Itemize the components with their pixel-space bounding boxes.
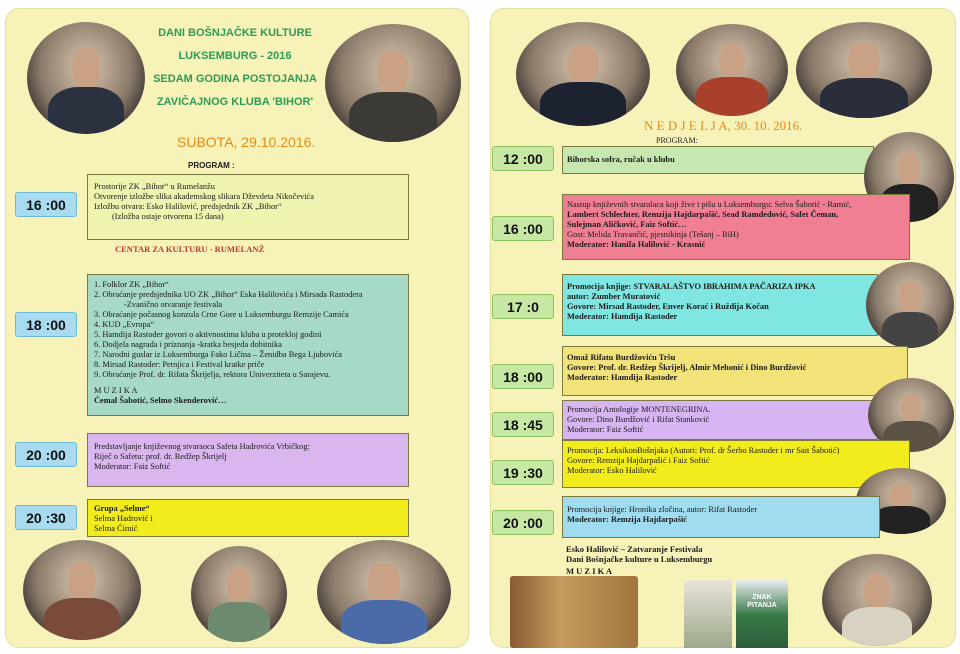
event-line: 8. Mirsad Rastoder: Petnjica i Festival kratke priče bbox=[94, 360, 265, 369]
event-line: Govore: Remzija Hajdarpašić i Faiz Softić bbox=[567, 456, 710, 465]
portrait-photo bbox=[676, 24, 788, 116]
sunday-poster bbox=[490, 8, 956, 648]
event-line: 9. Obraćanje Prof. dr. Rifata Škrijelja, rektora Univerziteta u Sarajevu. bbox=[94, 370, 331, 379]
event-line: 6. Dodjela nagrada i priznanja -kratka besjeda dobitnika bbox=[94, 340, 282, 349]
music-names: Ćemal Šabotić, Selmo Skenderović… bbox=[94, 396, 227, 405]
event-line: Selma Ćimić bbox=[94, 524, 138, 533]
saturday-poster bbox=[5, 8, 469, 648]
event-line: Prostorije ZK „Bihor“ u Rumelanžu bbox=[94, 182, 215, 191]
event-line: Moderator: Faiz Softić bbox=[567, 425, 644, 434]
portrait-photo bbox=[796, 22, 932, 118]
event-line: Nastup književnih stvaralaca koji žive i pišu u Luksemburgu: Selva Šabotić - Ramić, bbox=[567, 200, 852, 209]
portrait-photo bbox=[822, 554, 932, 646]
music-label: M U Z I K A bbox=[94, 386, 138, 395]
book-cover bbox=[736, 580, 788, 648]
event-line: Moderator: Hanifa Halilović - Krasnić bbox=[567, 240, 706, 249]
event-line: Promocija knjige: STVARALAŠTVO IBRAHIMA PAČARIZA IPKA bbox=[567, 282, 816, 291]
event-line: autor: Zumber Muratović bbox=[567, 292, 661, 301]
time-badge: 18 :00 bbox=[492, 364, 554, 389]
event-line: Bihorska sofra, ručak u klubu bbox=[567, 155, 675, 164]
time-badge: 20 :00 bbox=[15, 442, 77, 467]
time-badge: 20 :30 bbox=[15, 505, 77, 530]
time-badge: 16 :00 bbox=[492, 216, 554, 241]
event-line: 1. Folklor ZK „Bihor“ bbox=[94, 280, 169, 289]
title-line: ZAVIČAJNOG KLUBA 'BIHOR' bbox=[156, 96, 314, 108]
title-line: SEDAM GODINA POSTOJANJA bbox=[153, 73, 317, 85]
time-badge: 18 :45 bbox=[492, 412, 554, 437]
portrait-photo bbox=[23, 540, 141, 640]
event-line: Moderator: Esko Halilović bbox=[567, 466, 657, 475]
event-line: (Izložba ostaje otvorena 15 dana) bbox=[112, 212, 224, 221]
portrait-photo bbox=[317, 540, 451, 644]
closing-line: Dani Bošnjačke kulture u Luksemburgu bbox=[566, 554, 713, 564]
day-title: SUBOTA, 29.10.2016. bbox=[177, 134, 316, 150]
portrait-photo bbox=[325, 24, 461, 142]
event-line: Izložbu otvara: Esko Halilović, predsjednik ZK „Bihor“ bbox=[94, 202, 282, 211]
event-box bbox=[87, 433, 409, 487]
time-badge: 18 :00 bbox=[15, 312, 77, 337]
event-box bbox=[562, 346, 908, 396]
event-line: Promocija knjige: Hronika zločina, autor: Rifat Rastoder bbox=[567, 505, 758, 514]
event-line: Sulejman Aličković, Faiz Softić… bbox=[567, 220, 687, 229]
event-line: Riječ o Safetu: prof. dr. Redžep Škrijelj bbox=[94, 452, 227, 461]
event-line: 4. KUD „Evropa“ bbox=[94, 320, 155, 329]
time-badge: 19 :30 bbox=[492, 460, 554, 485]
closing-text bbox=[566, 544, 712, 564]
event-line: Grupa „Selme“ bbox=[94, 504, 150, 513]
event-line: Omaž Rifatu Burdžoviću Tršu bbox=[567, 353, 676, 362]
event-line: Moderator: Hamdija Rastoder bbox=[567, 312, 678, 321]
event-line: Promocija: LeksikonBošnjaka (Autori: Prof. dr Šerbo Rastoder i mr Sait Šabotić) bbox=[567, 446, 840, 455]
event-box bbox=[87, 174, 409, 240]
event-line: Otvorenje izložbe slika akademskog slikara Dževdeta Nikočevića bbox=[94, 192, 314, 201]
time-badge: 16 :00 bbox=[15, 192, 77, 217]
event-box bbox=[87, 499, 409, 537]
program-label: PROGRAM: bbox=[656, 136, 698, 145]
event-box bbox=[562, 400, 878, 440]
book-cover bbox=[684, 580, 732, 648]
program-label: PROGRAM : bbox=[188, 161, 235, 170]
portrait-photo bbox=[27, 22, 145, 134]
event-line: Selma Hadrović i bbox=[94, 514, 153, 523]
closing-line: Esko Halilović – Zatvaranje Festivala bbox=[566, 544, 703, 554]
event-line: -Zvanično otvaranje festivala bbox=[124, 300, 223, 309]
event-box bbox=[562, 146, 874, 174]
event-line: 2. Obraćanje predsjednika UO ZK „Bihor“ Eska Halilovića i Mirsada Rastodera bbox=[94, 290, 363, 299]
book-title: ZNAK PITANJA bbox=[747, 594, 777, 609]
event-line: Predstavljanje književnog stvaraoca Safeta Hadrovića Vrbičkog: bbox=[94, 442, 310, 451]
venue-label: CENTAR ZA KULTURU - RUMELANŽ bbox=[115, 244, 265, 254]
event-box bbox=[562, 496, 880, 538]
title-line: DANI BOŠNJAČKE KULTURE bbox=[158, 27, 312, 39]
event-line: Lambert Schlechter, Remzija Hajdarpašić, Sead Ramdedović, Safet Čeman, bbox=[567, 210, 839, 219]
time-badge: 17 :0 bbox=[492, 294, 554, 319]
event-line: Promocija Antologije MONTENEGRINA. bbox=[567, 405, 711, 414]
book-cover bbox=[510, 576, 638, 648]
portrait-photo bbox=[516, 22, 650, 126]
event-line: 5. Hamdija Rastoder govori o aktivnostima kluba u proteklој godini bbox=[94, 330, 322, 339]
event-box bbox=[562, 194, 910, 260]
event-line: 3. Obraćanje počasnog konzula Crne Gore u Luksemburgu Remzije Camića bbox=[94, 310, 349, 319]
title-line: LUKSEMBURG - 2016 bbox=[178, 50, 292, 62]
day-title: N E D J E L J A, 30. 10. 2016. bbox=[644, 118, 803, 133]
event-line: Govore: Dino Burdžović i Rifat Stanković bbox=[567, 415, 710, 424]
music-label: M U Z I K A bbox=[566, 566, 613, 576]
event-line: 7. Narodni guslar iz Luksemburga Fako Ličina – Ženidba Bega Ljubovića bbox=[94, 350, 343, 359]
event-line: Govore: Prof. dr. Redžep Škrijelj, Almir Mehonić i Dino Burdžović bbox=[567, 363, 807, 372]
event-line: Govore: Mirsad Rastoder, Enver Korać i Ruždija Kočan bbox=[567, 302, 769, 311]
portrait-photo bbox=[191, 546, 287, 642]
event-line: Moderator: Remzija Hajdarpašić bbox=[567, 515, 688, 524]
event-box bbox=[562, 274, 878, 336]
event-box bbox=[562, 440, 910, 488]
time-badge: 12 :00 bbox=[492, 146, 554, 171]
festival-title bbox=[145, 22, 325, 114]
event-line: Gost: Melida Travančić, pjesnikinja (Tešanj – BiH) bbox=[567, 230, 739, 239]
event-line: Moderator: Hamdija Rastoder bbox=[567, 373, 678, 382]
event-box bbox=[87, 274, 409, 416]
portrait-photo bbox=[866, 262, 954, 348]
event-line: Moderator: Faiz Softić bbox=[94, 462, 171, 471]
time-badge: 20 :00 bbox=[492, 510, 554, 535]
